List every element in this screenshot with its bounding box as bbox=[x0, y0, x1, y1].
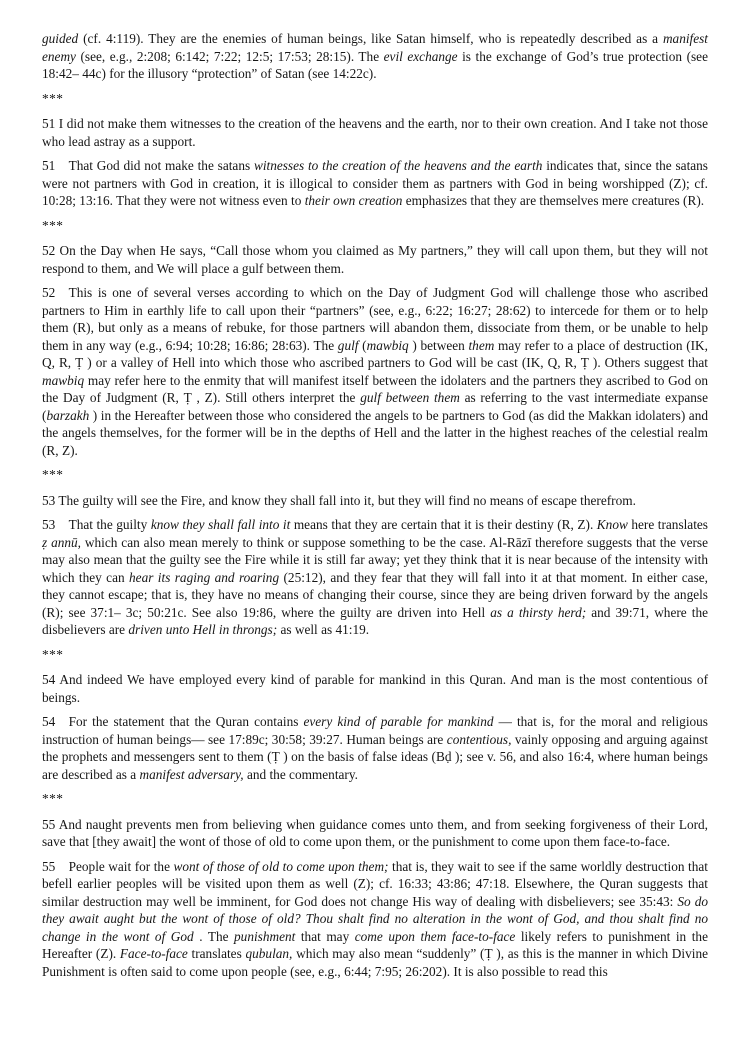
verse-translation: 55 And naught prevents men from believing when guidance comes unto them, and from seeking forgiveness of their Lord, save that [they await] the wont of those of old to come upon them, or the punishment to come upon them face-to-face. bbox=[42, 816, 708, 849]
verse-translation: 54 And indeed We have employed every kind of parable for mankind in this Quran. And man is the most contentious of beings. bbox=[42, 672, 708, 705]
commentary-paragraph: 54 For the statement that the Quran contains every kind of parable for mankind — that is, for the moral and religious instruction of human beings— see 17:89c; 30:58; 39:27. Human beings are contentious, vainly opposing and arguing against the prophets and messengers sent to them (Ṭ ) on the basis of false ideas (Bḍ ); see v. 56, and also 16:4, where human beings are described as a manifest adversary, and the commentary. bbox=[42, 714, 708, 782]
section-separator: *** bbox=[42, 467, 64, 482]
section-separator: *** bbox=[42, 90, 64, 106]
commentary-paragraph: 51 That God did not make the satans witnesses to the creation of the heavens and the earth indicates that, since the satans were not partners with God in creation, it is illogical to consider them as partners with God in being worshipped (Z); cf. 10:28; 13:16. That they were not witness even to their own creation emphasizes that they are themselves mere creatures (R). bbox=[42, 158, 708, 208]
commentary-paragraph: 55 People wait for the wont of those of old to come upon them; that is, they wait to see if the same worldly destruction that befell earlier peoples will be visited upon them as well (Z); cf. 16:33; 43:86; 47:18. Elsewhere, the Quran suggests that similar destruction may well be imminent, for God does not change His way of dealing with disbelievers; see 35:43: So do they await aught but the wont of those of old? Thou shalt find no alteration in the wont of God, and thou shalt find no change in the wont of God . The punishment that may come upon them face-to-face likely refers to punishment in the Hereafter (Z). Face-to-face translates qubulan, which may also mean “suddenly” (Ṭ ), as this is the manner in which Divine Punishment is often said to come upon people (see, e.g., 6:44; 7:95; 26:202). It is also possible to read this bbox=[42, 858, 708, 979]
page-body bbox=[42, 30, 708, 980]
commentary-paragraph: 52 This is one of several verses according to which on the Day of Judgment God will challenge those who ascribed partners to Him in earthly life to call upon their “partners” (see, e.g., 6:22; 16:27; 28:62) to intercede for them or to help them (R), but only as a means of rebuke, for those partners will abandon them, dissociate from them, or be unable to help them in any way (e.g., 6:94; 10:28; 16:86; 28:63). The gulf (mawbiq ) between them may refer to a place of destruction (IK, Q, R, Ṭ ) or a valley of Hell into which those who ascribed partners to God will be cast (IK, Q, R, Ṭ ). Others suggest that mawbiq may refer here to the enmity that will manifest itself between the idolaters and the partners they ascribed to God on the Day of Judgment (R, Ṭ , Z). Still others interpret the gulf between them as referring to the vast intermediate expanse (barzakh ) in the Hereafter between those who considered the angels to be partners to God (as did the Makkan idolaters) and the angels themselves, for the former will be in the depths of Hell and the latter in the highest reaches of the celestial realm (R, Z). bbox=[42, 285, 709, 458]
body-paragraph: guided (cf. 4:119). They are the enemies of human beings, like Satan himself, who is repeatedly described as a manifest enemy (see, e.g., 2:208; 6:142; 7:22; 12:5; 17:53; 28:15). The evil exchange is the exchange of God’s true protection (see 18:42– 44c) for the illusory “protection” of Satan (see 14:22c). bbox=[42, 31, 708, 81]
section-separator: *** bbox=[42, 791, 64, 806]
verse-translation: 53 The guilty will see the Fire, and know they shall fall into it, but they will find no means of escape therefrom. bbox=[42, 492, 636, 508]
commentary-paragraph: 53 That the guilty know they shall fall into it means that they are certain that it is their destiny (R, Z). Know here translates ẓ annū, which can also mean merely to think or suppose something to be the case. Al-Rāzī therefore suggests that the verse may also mean that the guilty see the Fire while it is still far away; yet they think that it is near because of the intensity with which they can hear its raging and roaring (25:12), and they fear that they will fall into it at that moment. In either case, they cannot escape; that is, they have no means of changing their course, since they are being driven forward by the angels (R); see 37:1– 3c; 50:21c. See also 19:86, where the guilty are driven into Hell as a thirsty herd; and 39:71, where the disbelievers are driven unto Hell in throngs; as well as 41:19. bbox=[42, 517, 709, 637]
verse-translation: 52 On the Day when He says, “Call those whom you claimed as My partners,” they will call upon them, but they will not respond to them, and We will place a gulf between them. bbox=[42, 243, 708, 276]
verse-translation: 51 I did not make them witnesses to the creation of the heavens and the earth, nor to their own creation. And I take not those who lead astray as a support. bbox=[42, 116, 708, 149]
section-separator: *** bbox=[42, 646, 64, 662]
section-separator: *** bbox=[42, 217, 64, 233]
